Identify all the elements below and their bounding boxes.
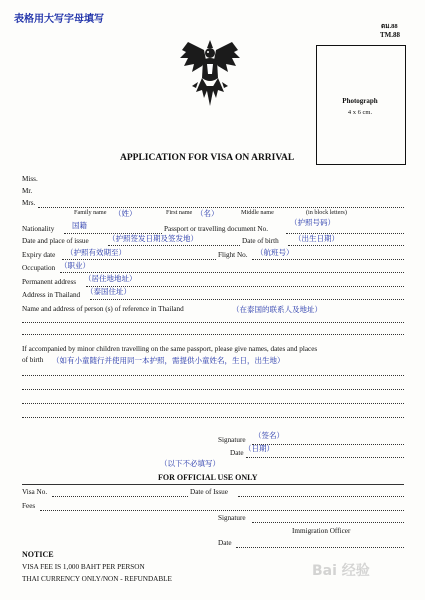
- minor-note: （如有小童随行并使用同一本护照，需提供小童姓名，生日，出生地）: [52, 356, 285, 365]
- form-number: TM.88: [380, 31, 401, 39]
- photo-label: Photograph: [342, 97, 378, 105]
- photo-size: 4 x 6 cm.: [347, 109, 373, 116]
- permanent-address-label: Permanent address: [22, 278, 77, 286]
- issue-label: Date and place of issue: [22, 237, 89, 245]
- date-of-issue-label: Date of Issue: [190, 488, 228, 496]
- reference-note: （在泰国的联系人及地址）: [232, 305, 322, 314]
- passport-note: （护照号码）: [290, 218, 335, 227]
- date-of-issue-line: [238, 496, 404, 497]
- permanent-note: （居住地地址）: [84, 274, 137, 283]
- block-letters-caption: (in block letters): [306, 209, 347, 216]
- garuda-emblem-icon: [178, 38, 242, 108]
- miss-label: Miss.: [22, 175, 38, 183]
- official-signature-label: Signature: [218, 514, 246, 522]
- minor-line-2[interactable]: [22, 389, 404, 390]
- fees-line: [40, 510, 404, 511]
- notice-line-1: VISA FEE IS 1,000 BAHT PER PERSON: [22, 563, 145, 571]
- official-date-label: Date: [218, 539, 232, 547]
- nationality-label: Nationality: [22, 225, 55, 233]
- thailand-note: （泰国住址）: [86, 287, 131, 296]
- date-label: Date: [230, 449, 244, 457]
- official-date-line: [236, 547, 404, 548]
- middle-name-caption: Middle name: [241, 209, 274, 216]
- form-number-thai: ตม.88: [381, 23, 398, 30]
- reference-line-1[interactable]: [22, 322, 404, 323]
- signature-note: （签名）: [254, 431, 284, 440]
- photo-box: [316, 45, 406, 165]
- occupation-note: （职业）: [60, 261, 90, 270]
- thailand-address-line[interactable]: [90, 299, 404, 300]
- minor-line-3[interactable]: [22, 403, 404, 404]
- immigration-officer-label: Immigration Officer: [292, 527, 351, 535]
- signature-line[interactable]: [252, 444, 404, 445]
- minor-line-1[interactable]: [22, 375, 404, 376]
- visa-no-line: [52, 496, 188, 497]
- flight-note: （航班号）: [256, 248, 294, 257]
- expiry-label: Expiry date: [22, 251, 56, 259]
- official-divider: [22, 484, 404, 485]
- notice-line-2: THAI CURRENCY ONLY/NON - REFUNDABLE: [22, 575, 172, 583]
- fees-label: Fees: [22, 502, 36, 510]
- official-heading: FOR OFFICIAL USE ONLY: [158, 473, 258, 482]
- minor-line-4[interactable]: [22, 417, 404, 418]
- dob-label: Date of birth: [242, 237, 279, 245]
- mr-label: Mr.: [22, 187, 33, 195]
- dob-line[interactable]: [288, 245, 404, 246]
- date-note: （日期）: [244, 444, 274, 453]
- issue-note: （护照签发日期及签发地）: [108, 234, 198, 243]
- nationality-note: 国籍: [72, 221, 87, 230]
- minor-label-1: If accompanied by minor children travelling on the same passport, please give names, dates and places: [22, 345, 318, 353]
- visa-no-label: Visa No.: [22, 488, 48, 496]
- form-title: APPLICATION FOR VISA ON ARRIVAL: [120, 153, 295, 163]
- birth-note: （出生日期）: [294, 234, 339, 243]
- family-name-caption: Family name: [74, 209, 107, 216]
- reference-label: Name and address of person (s) of reference in Thailand: [22, 305, 184, 313]
- issue-line[interactable]: [108, 245, 240, 246]
- passport-label: Passport or travelling document No.: [164, 225, 269, 233]
- top-note: 表格用大写字母填写: [14, 14, 104, 25]
- official-signature-line: [252, 522, 404, 523]
- baidu-watermark: Bai 经验: [312, 563, 370, 579]
- flight-label: Flight No.: [218, 251, 248, 259]
- signature-label: Signature: [218, 436, 246, 444]
- first-name-caption: First name: [166, 209, 193, 216]
- date-line[interactable]: [246, 457, 404, 458]
- occupation-label: Occupation: [22, 264, 56, 272]
- name-line[interactable]: [38, 207, 404, 208]
- notice-heading: NOTICE: [22, 550, 54, 559]
- surname-note: （姓）: [114, 209, 137, 218]
- reference-line-2[interactable]: [22, 334, 404, 335]
- thailand-address-label: Address in Thailand: [22, 291, 81, 299]
- minor-label-2: of birth: [22, 356, 44, 364]
- expiry-note: （护照有效期至）: [66, 248, 126, 257]
- flight-line[interactable]: [252, 259, 404, 260]
- below-note: （以下不必填写）: [160, 459, 220, 468]
- mrs-label: Mrs.: [22, 199, 36, 207]
- given-name-note: （名）: [196, 209, 219, 218]
- permanent-address-line[interactable]: [86, 286, 404, 287]
